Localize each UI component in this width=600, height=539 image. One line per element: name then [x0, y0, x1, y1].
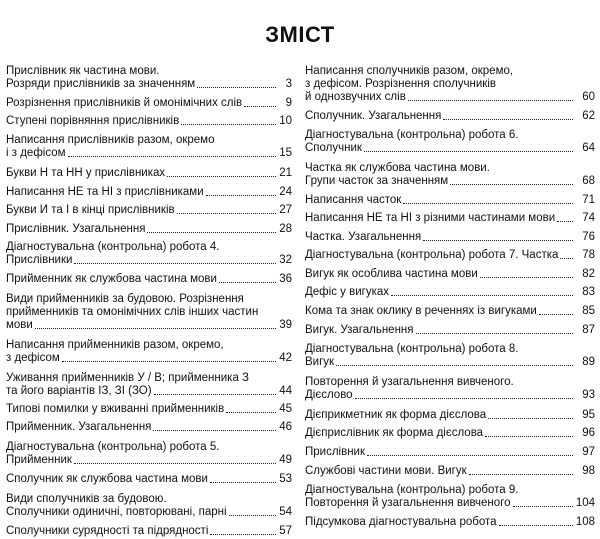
toc-entry-title: Прийменник як службова частина мови — [6, 273, 217, 285]
toc-entry[interactable] — [305, 427, 595, 441]
toc-entry-title: Ступені порівняння прислівників — [6, 115, 180, 127]
toc-dot-leader — [336, 365, 573, 366]
toc-entry-title: Прийменник — [6, 454, 72, 466]
toc-dot-leader — [513, 506, 573, 507]
toc-entry-line — [6, 241, 292, 254]
toc-entry-title: з дефісом. Розрізнення сполучників — [305, 78, 497, 90]
toc-entry-title: Дієслово — [305, 389, 353, 401]
toc-page-number: 21 — [279, 167, 292, 179]
toc-page-number: 27 — [279, 204, 292, 216]
toc-entry-title: Вигук як особлива частина мови — [305, 268, 478, 280]
toc-entry[interactable] — [6, 134, 292, 161]
toc-dot-leader — [416, 333, 573, 334]
toc-page-number: 89 — [582, 356, 595, 368]
toc-entry-title: Повторення й узагальнення вивченого. — [305, 376, 514, 388]
toc-page-number: 53 — [279, 473, 292, 485]
toc-entry-line — [6, 97, 292, 110]
toc-page-number: 64 — [582, 142, 595, 154]
toc-entry-title: Діагностувальна (контрольна) робота 9. — [305, 484, 519, 496]
toc-page-number: 57 — [279, 525, 292, 537]
toc-entry[interactable] — [6, 186, 292, 200]
toc-entry[interactable] — [6, 115, 292, 129]
toc-dot-leader — [364, 151, 573, 152]
toc-entry-title: й однозвучних слів — [305, 91, 406, 103]
toc-entry-title: Написання часток — [305, 194, 402, 206]
toc-page-number: 3 — [285, 78, 292, 90]
toc-entry-title: Діагностувальна (контрольна) робота 4. — [6, 241, 220, 253]
toc-entry-title: Прислівник як частина мови. — [6, 65, 160, 77]
toc-dot-leader — [423, 240, 573, 241]
toc-page-number: 98 — [582, 465, 595, 477]
toc-page-number: 15 — [279, 147, 292, 159]
page-title: ЗМІСТ — [265, 22, 335, 47]
toc-entry-line — [305, 376, 595, 389]
toc-entry-line — [305, 175, 595, 188]
toc-entry[interactable] — [6, 241, 292, 268]
toc-entry-line — [305, 446, 595, 459]
toc-entry-title: Частка. Узагальнення — [305, 231, 422, 243]
toc-dot-leader — [177, 213, 276, 214]
toc-entry-title: Розрізнення прислівників й омонімічних слів — [6, 97, 243, 109]
toc-page-number: 82 — [582, 268, 595, 280]
toc-entry-title: Кома та знак оклику в реченнях із вигуками — [305, 305, 537, 317]
toc-entry-line — [6, 293, 292, 306]
toc-entry[interactable] — [6, 441, 292, 468]
toc-entry[interactable] — [305, 212, 595, 226]
toc-entry[interactable] — [6, 223, 292, 237]
toc-dot-leader — [355, 398, 573, 399]
toc-entry-title: та його варіантів ІЗ, ЗІ (ЗО) — [6, 385, 152, 397]
toc-entry-line — [6, 493, 292, 506]
toc-entry-title: з дефісом — [6, 352, 60, 364]
toc-dot-leader — [197, 87, 276, 88]
toc-entry[interactable] — [6, 293, 292, 333]
toc-entry-line — [305, 497, 595, 510]
toc-right-column — [305, 65, 595, 530]
toc-dot-leader — [74, 463, 276, 464]
toc-entry[interactable] — [305, 286, 595, 300]
toc-dot-leader — [210, 482, 276, 483]
toc-page-number: 62 — [582, 110, 595, 122]
toc-entry-title: Види сполучників за будовою. — [6, 493, 167, 505]
toc-entry-line — [305, 484, 595, 497]
toc-entry[interactable] — [6, 493, 292, 520]
toc-page-number: 85 — [582, 305, 595, 317]
toc-entry-line — [6, 204, 292, 217]
toc-dot-leader — [560, 258, 573, 259]
toc-entry-line — [305, 65, 595, 78]
toc-dot-leader — [557, 221, 573, 222]
toc-entry-title: Букви И та І в кінці прислівників — [6, 204, 175, 216]
toc-entry-title: Типові помилки у вживанні прийменників — [6, 403, 225, 415]
toc-entry-title: Підсумкова діагностувальна робота — [305, 516, 497, 528]
toc-entry-title: Сполучники одиничні, повторювані, парні — [6, 506, 227, 518]
toc-entry[interactable] — [6, 339, 292, 366]
toc-entry-line — [305, 465, 595, 478]
toc-entry-line — [6, 115, 292, 128]
toc-entry-title: Прийменник. Узагальнення — [6, 421, 152, 433]
toc-page-number: 10 — [279, 115, 292, 127]
toc-entry-title: Сполучники сурядності та підрядності — [6, 525, 209, 537]
toc-entry-line — [6, 254, 292, 267]
toc-left-column — [6, 65, 292, 539]
toc-dot-leader — [391, 295, 573, 296]
toc-page-number: 108 — [575, 516, 595, 528]
toc-page-number: 78 — [582, 249, 595, 261]
toc-entry-title: Види прийменників за будовою. Розрізнення — [6, 293, 244, 305]
toc-page-number: 60 — [582, 91, 595, 103]
toc-entry-title: Вигук. Узагальнення — [305, 324, 414, 336]
toc-page-number: 68 — [582, 175, 595, 187]
toc-entry-line — [6, 372, 292, 385]
toc-entry-line — [6, 421, 292, 434]
toc-entry-title: Дефіс у вигуках — [305, 286, 389, 298]
toc-entry[interactable] — [6, 97, 292, 111]
toc-entry[interactable] — [6, 421, 292, 435]
toc-dot-leader — [403, 203, 573, 204]
toc-entry-title: Частка як службова частина мови. — [305, 162, 490, 174]
toc-entry-title: Прислівник. Узагальнення — [6, 223, 146, 235]
toc-dot-leader — [450, 184, 573, 185]
toc-dot-leader — [74, 263, 276, 264]
toc-page-number: 95 — [582, 409, 595, 421]
toc-dot-leader — [408, 100, 573, 101]
toc-entry-title: і з дефісом — [6, 147, 66, 159]
toc-entry-line — [6, 441, 292, 454]
toc-entry-line — [305, 231, 595, 244]
toc-entry-title: Діагностувальна (контрольна) робота 8. — [305, 343, 519, 355]
toc-entry-line — [6, 147, 292, 160]
toc-page-number: 36 — [279, 273, 292, 285]
toc-entry[interactable] — [305, 305, 595, 319]
toc-entry-title: Службові частини мови. Вигук — [305, 465, 467, 477]
toc-entry-title: Букви Н та НН у прислівниках — [6, 167, 166, 179]
toc-entry[interactable] — [305, 343, 595, 370]
toc-entry-title: Сполучник як службова частина мови — [6, 473, 208, 485]
toc-entry[interactable] — [305, 376, 595, 403]
toc-entry-line — [305, 305, 595, 318]
toc-dot-leader — [210, 534, 276, 535]
toc-page-number: 32 — [279, 254, 292, 266]
toc-page-number: 42 — [279, 352, 292, 364]
toc-entry[interactable] — [305, 129, 595, 156]
toc-entry-line — [6, 385, 292, 398]
toc-entry-line — [6, 319, 292, 332]
toc-dot-leader — [539, 314, 573, 315]
toc-page-number: 44 — [279, 385, 292, 397]
toc-entry[interactable] — [6, 525, 292, 539]
toc-dot-leader — [153, 430, 276, 431]
toc-entry-title: мови — [6, 319, 33, 331]
toc-entry-title: Діагностувальна (контрольна) робота 7. Частка — [305, 249, 559, 261]
toc-entry-line — [6, 525, 292, 538]
toc-entry-title: Прислівники — [6, 254, 73, 266]
toc-entry-title: Сполучник. Узагальнення — [305, 110, 442, 122]
toc-entry-line — [305, 356, 595, 369]
toc-entry[interactable] — [6, 473, 292, 487]
toc-dot-leader — [154, 394, 276, 395]
toc-entry-title: Написання сполучників разом, окремо, — [305, 65, 514, 77]
toc-dot-leader — [147, 232, 276, 233]
toc-entry-line — [6, 339, 292, 352]
toc-entry[interactable] — [305, 162, 595, 189]
toc-page-number: 76 — [582, 231, 595, 243]
toc-page-number: 24 — [279, 186, 292, 198]
toc-dot-leader — [443, 119, 573, 120]
toc-entry-line — [305, 91, 595, 104]
toc-entry-line — [305, 110, 595, 123]
toc-page-number: 49 — [279, 454, 292, 466]
toc-entry-line — [6, 273, 292, 286]
toc-dot-leader — [469, 474, 573, 475]
toc-dot-leader — [485, 436, 573, 437]
toc-entry-title: прийменників та омонімічних слів інших частин — [6, 306, 259, 318]
toc-entry-line — [6, 352, 292, 365]
toc-entry[interactable] — [6, 167, 292, 181]
toc-entry-line — [305, 194, 595, 207]
toc-entry-title: Уживання прийменників У / В; прийменника З — [6, 372, 249, 384]
toc-entry-title: Написання прислівників разом, окремо — [6, 134, 215, 146]
toc-entry-title: Дієприслівник як форма дієслова — [305, 427, 484, 439]
toc-entry-line — [6, 167, 292, 180]
toc-entry-title: Написання НЕ та НІ з різними частинами мови — [305, 212, 556, 224]
toc-entry-line — [305, 286, 595, 299]
toc-entry[interactable] — [305, 465, 595, 479]
toc-entry[interactable] — [305, 268, 595, 282]
toc-entry-title: Прислівник — [305, 446, 366, 458]
toc-entry-title: Діагностувальна (контрольна) робота 6. — [305, 129, 519, 141]
toc-entry-line — [305, 343, 595, 356]
toc-entry-line — [6, 78, 292, 91]
toc-dot-leader — [181, 124, 276, 125]
toc-entry-title: Діагностувальна (контрольна) робота 5. — [6, 441, 220, 453]
toc-entry-line — [6, 473, 292, 486]
toc-dot-leader — [62, 361, 276, 362]
toc-dot-leader — [226, 412, 276, 413]
toc-page-number: 93 — [582, 389, 595, 401]
toc-page-number: 71 — [582, 194, 595, 206]
toc-entry[interactable] — [305, 324, 595, 338]
toc-entry-line — [305, 249, 595, 262]
toc-entry-line — [6, 186, 292, 199]
toc-entry-line — [6, 65, 292, 78]
toc-entry-line — [6, 506, 292, 519]
toc-entry-line — [305, 162, 595, 175]
toc-entry[interactable] — [305, 484, 595, 511]
toc-entry-line — [305, 324, 595, 337]
toc-entry[interactable] — [305, 65, 595, 105]
toc-entry[interactable] — [6, 372, 292, 399]
toc-entry-title: Розряди прислівників за значенням — [6, 78, 196, 90]
toc-entry-line — [6, 223, 292, 236]
toc-entry[interactable] — [6, 204, 292, 218]
toc-entry[interactable] — [6, 403, 292, 417]
toc-entry[interactable] — [305, 409, 595, 423]
toc-dot-leader — [244, 106, 276, 107]
toc-entry[interactable] — [6, 273, 292, 287]
toc-entry[interactable] — [305, 249, 595, 263]
toc-entry-line — [305, 389, 595, 402]
toc-page-number: 87 — [582, 324, 595, 336]
toc-dot-leader — [68, 156, 276, 157]
toc-entry-line — [6, 403, 292, 416]
toc-entry-line — [305, 409, 595, 422]
toc-page-number: 54 — [279, 506, 292, 518]
toc-entry-title: Повторення й узагальнення вивченого — [305, 497, 511, 509]
toc-entry[interactable] — [305, 194, 595, 208]
toc-dot-leader — [488, 418, 573, 419]
toc-entry-line — [305, 212, 595, 225]
toc-entry-line — [305, 78, 595, 91]
toc-entry[interactable] — [305, 516, 595, 530]
toc-entry[interactable] — [305, 231, 595, 245]
toc-dot-leader — [499, 525, 573, 526]
toc-entry-title: Написання НЕ та НІ з прислівниками — [6, 186, 204, 198]
toc-entry-line — [6, 306, 292, 319]
toc-entry-line — [305, 427, 595, 440]
toc-dot-leader — [367, 455, 573, 456]
toc-page-number: 28 — [279, 223, 292, 235]
toc-dot-leader — [480, 277, 573, 278]
toc-page-number: 97 — [582, 446, 595, 458]
toc-page-number: 9 — [285, 97, 292, 109]
toc-dot-leader — [219, 282, 276, 283]
toc-entry-title: Написання прийменників разом, окремо, — [6, 339, 224, 351]
toc-dot-leader — [206, 195, 276, 196]
toc-entry-line — [6, 134, 292, 147]
toc-entry-line — [305, 142, 595, 155]
toc-page-number: 96 — [582, 427, 595, 439]
toc-entry[interactable] — [305, 446, 595, 460]
toc-entry-line — [305, 268, 595, 281]
toc-dot-leader — [167, 176, 276, 177]
toc-dot-leader — [229, 515, 276, 516]
toc-entry-title: Групи часток за значенням — [305, 175, 449, 187]
toc-page-number: 104 — [575, 497, 595, 509]
toc-page-number: 45 — [279, 403, 292, 415]
toc-entry[interactable] — [305, 110, 595, 124]
toc-entry[interactable] — [6, 65, 292, 92]
toc-entry-line — [305, 129, 595, 142]
toc-page-number: 74 — [582, 212, 595, 224]
toc-entry-title: Сполучник — [305, 142, 362, 154]
toc-dot-leader — [35, 328, 276, 329]
toc-entry-line — [6, 454, 292, 467]
toc-entry-title: Вигук — [305, 356, 335, 368]
toc-page-number: 83 — [582, 286, 595, 298]
toc-page-number: 46 — [279, 421, 292, 433]
toc-entry-title: Дієприкметник як форма дієслова — [305, 409, 487, 421]
toc-page-number: 39 — [279, 319, 292, 331]
